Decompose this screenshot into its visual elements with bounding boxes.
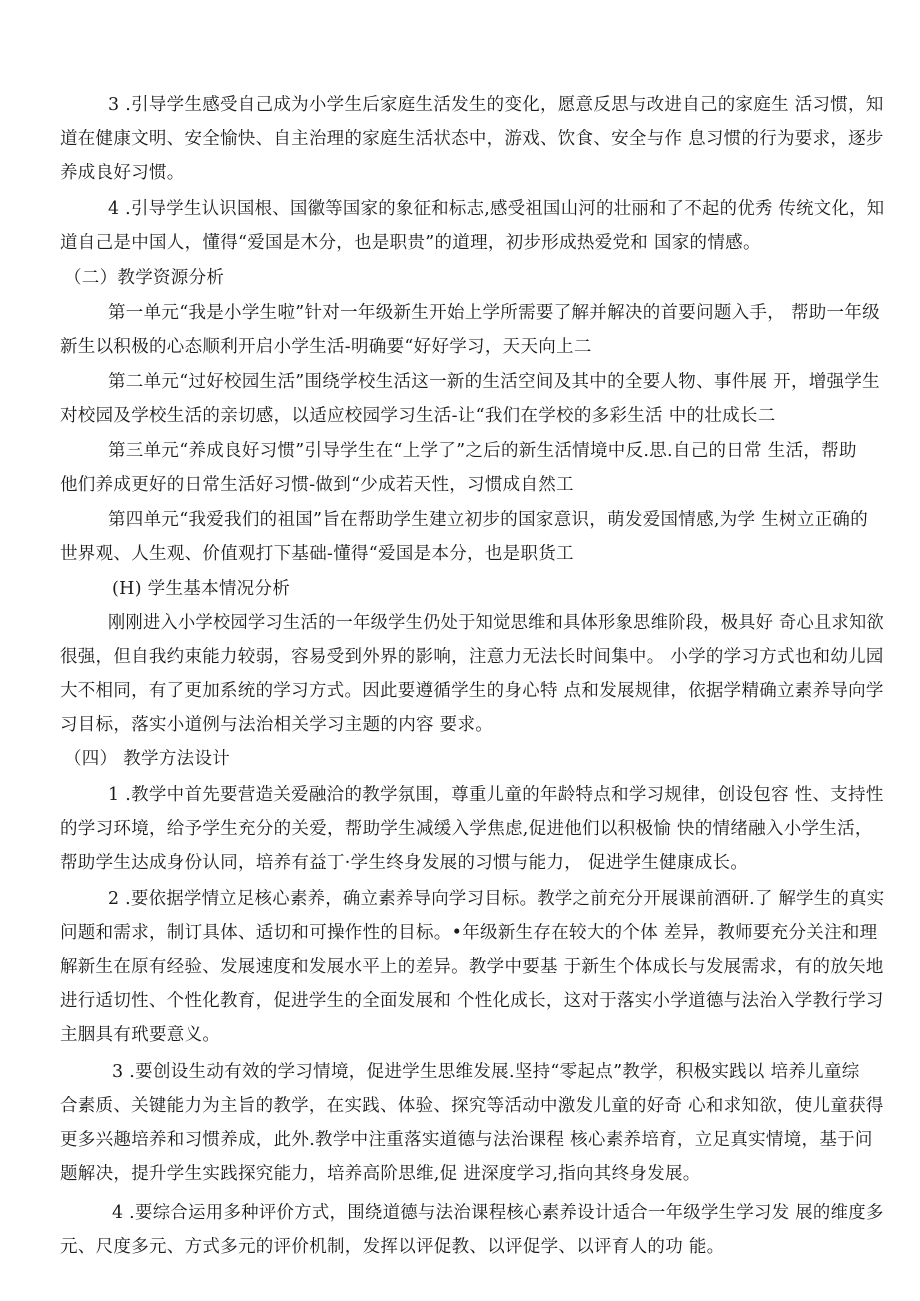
method-4-line-1: 4 .要综合运用多种评价方式，围绕道德与法治课程核心素养设计适合一年级学生学习发 展的维度多 <box>112 1203 884 1223</box>
method-3-line-2: 合素质、关键能力为主旨的教学，在实践、体验、探究等活动中激发儿童的好奇 心和求知欲，使儿童获得 <box>60 1096 884 1116</box>
student-analysis-line-3: 大不相同，有了更加系统的学习方式。因此要遵循学生的身心特 点和发展规律，依据学精确立素养导向学 <box>60 681 884 701</box>
unit-1-line-1: 第一单元“我是小学生啦”针对一年级新生开始上学所需要了解并解决的首要问题入手， 帮助一年级 <box>108 303 880 323</box>
section-heading-3: (H) 学生基本情况分析 <box>112 579 291 599</box>
para-3-line-3: 养成良好习惯。 <box>60 163 185 183</box>
method-2-line-1: 2 .要依据学情立足核心素养，确立素养导向学习目标。教学之前充分开展课前酒研.了 解学生的真实 <box>108 889 885 909</box>
unit-2-line-2: 对校园及学校生活的亲切感，以适应校园学习生活-让“我们在学校的多彩生活 中的壮成长二 <box>60 406 776 426</box>
para-4-line-1: 4 .引导学生认识国根、国徽等国家的象征和标志,感受祖国山河的壮丽和了不起的优秀 传统文化，知 <box>108 199 885 219</box>
student-analysis-line-4: 习目标，落实小道例与法治相关学习主题的内容 要求。 <box>60 715 494 735</box>
method-2-line-3: 解新生在原有经验、发展速度和发展水平上的差异。教学中要基 于新生个体成长与发展需求，有的放矢地 <box>60 957 884 977</box>
method-3-line-3: 更多兴趣培养和习惯养成，此外.教学中注重落实道德与法治课程 核心素养培育，立足真实情境，基于问 <box>60 1130 873 1150</box>
para-4-line-2: 道自己是中国人，懂得“爱国是木分，也是职贵”的道理，初步形成热爱党和 国家的情感。 <box>60 233 761 253</box>
method-2-line-4: 进行适切性、个性化教育，促进学生的全面发展和 个性化成长，这对于落实小学道德与法治入学教行学习 <box>60 991 884 1011</box>
method-2-line-2: 问题和需求，制订具体、适切和可操作性的目标。•年级新生存在较大的个体 差异，教师要充分关注和理 <box>60 923 878 943</box>
unit-1-line-2: 新生以积极的心态顺利开启小学生活-明确要“好好学习，天天向上二 <box>60 337 592 357</box>
method-2-line-5: 主胭具有玳要意义。 <box>60 1025 221 1045</box>
section-heading-2: （二）教学资源分析 <box>64 268 225 288</box>
unit-4-line-1: 第四单元“我爱我们的祖国”旨在帮助学生建立初步的国家意识，萌发爱国情感,为学 生树立正确的 <box>108 510 869 530</box>
student-analysis-line-1: 刚刚进入小学校园学习生活的一年级学生仍处于知觉思维和具体形象思维阶段，极具好 奇心且求知欲 <box>108 613 885 633</box>
method-4-line-2: 元、尺度多元、方式多元的评价机制，发挥以评促教、以评促学、以评育人的功 能。 <box>60 1237 725 1257</box>
method-1-line-2: 的学习环境，给予学生充分的关爱，帮助学生减缓入学焦虑,促进他们以积极愉 快的情绪融入小学生活， <box>60 819 873 839</box>
unit-2-line-1: 第二单元“过好校园生活”围绕学校生活这一新的生活空间及其中的全要人物、事件展 开，增强学生 <box>108 372 880 392</box>
method-1-line-3: 帮助学生达成身份认同，培养有益丁·学生终身发展的习惯与能力， 促进学生健康成长。 <box>60 853 749 873</box>
method-1-line-1: 1 .教学中首先要营造关爱融洽的教学氛围，尊重儿童的年龄特点和学习规律，创设包容 性、支持性 <box>108 785 884 805</box>
method-3-line-1: 3 .要创设生动有效的学习情境，促进学生思维发展.坚持“零起点”教学，积极实践以 培养儿童综 <box>112 1062 860 1082</box>
method-3-line-4: 题解决，提升学生实践探究能力，培养高阶思维,促 进深度学习,指向其终身发展。 <box>60 1164 701 1184</box>
unit-3-line-2: 他们养成更好的日常生活好习惯-做到“少成若天性，习惯成自然工 <box>60 475 574 495</box>
section-heading-4: （四） 教学方法设计 <box>64 749 231 769</box>
unit-3-line-1: 第三单元“养成良好习惯”引导学生在“上学了”之后的新生活情境中反.思.自己的日常 生活，帮助 <box>108 441 857 461</box>
unit-4-line-2: 世界观、人生观、价值观打下基础-懂得“爱国是本分，也是职货工 <box>60 544 574 564</box>
student-analysis-line-2: 很强，但自我约束能力较弱，容易受到外界的影响，注意力无法长时间集中。 小学的学习方式也和幼儿园 <box>60 647 884 667</box>
para-3-line-1: 3 .引导学生感受自己成为小学生后家庭生活发生的变化，愿意反思与改进自己的家庭生 活习惯，知 <box>108 95 884 115</box>
para-3-line-2: 道在健康文明、安全愉快、自主治理的家庭生活状态中，游戏、饮食、安全与作 息习惯的行为要求，逐步 <box>60 129 884 149</box>
